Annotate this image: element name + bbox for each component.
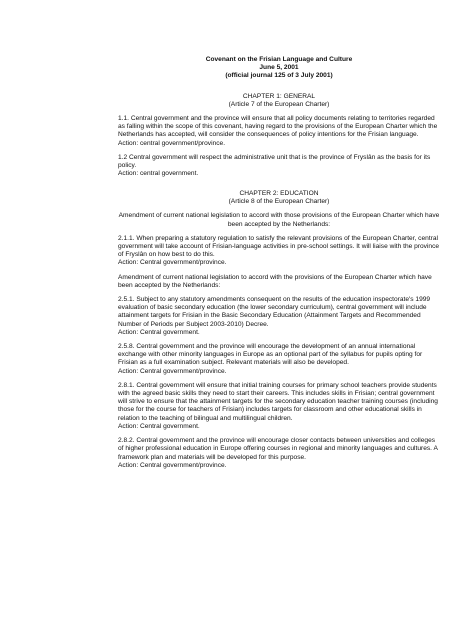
chapter-1-subheading: (Article 7 of the European Charter) xyxy=(228,101,330,108)
document-date: June 5, 2001 xyxy=(259,64,299,71)
chapter-2-heading-block xyxy=(118,190,440,206)
paragraph-1-2-action: Action: central government. xyxy=(118,170,199,178)
amendment-note-1: Amendment of current national legislation to accord with those provisions of the European Charter which have been accepted by the Netherlands: xyxy=(118,212,440,228)
paragraph-1-1 xyxy=(118,115,440,148)
chapter-1-heading-block xyxy=(118,93,440,109)
document-title-block xyxy=(118,56,440,80)
document-title: Covenant on the Frisian Language and Culture xyxy=(205,56,353,63)
paragraph-2-8-2-text: 2.8.2. Central government and the province will encourage closer contacts between universities and colleges of higher professional education in Europe offering courses in regional and minority languages and cultures. A framework plan and materials will be developed for this purpose. xyxy=(118,437,438,461)
paragraph-2-5-8-action: Action: Central government/province. xyxy=(118,367,227,375)
paragraph-2-8-1-action: Action: Central government. xyxy=(118,422,200,430)
chapter-2-heading: CHAPTER 2: EDUCATION xyxy=(239,190,319,198)
amendment-note-2: Amendment of current national legislation to accord with the provisions of the European Charter which have been accepted by the Netherlands: xyxy=(118,273,432,289)
paragraph-2-1-1 xyxy=(118,235,440,268)
paragraph-1-2-text: 1.2 Central government will respect the administrative unit that is the province of Fryslân as the basis for its policy. xyxy=(118,153,431,170)
paragraph-2-1-1-action: Action: Central government/province. xyxy=(118,259,227,267)
chapter-1-heading: CHAPTER 1: GENERAL xyxy=(242,93,316,100)
paragraph-1-1-text: 1.1. Central government and the province will ensure that all policy documents relating to territories regarded as falling within the scope of this covenant, having regard to the provisions of the European Charter which the Netherlands has accepted, will consider the consequences of policy intentions for the Frisian language. xyxy=(118,115,438,139)
document-journal-ref: (official journal 125 of 3 July 2001) xyxy=(225,72,333,79)
paragraph-1-2 xyxy=(118,154,440,179)
paragraph-2-8-1 xyxy=(118,382,440,431)
paragraph-2-8-1-text: 2.8.1. Central government will ensure that initial training courses for primary school teachers provide students with the agreed basic skills they need to start their careers. This includes skills in Frisian; central government will strive to ensure that the attainment targets for the secondary education teacher training courses (including those for the course for teachers of Frisian) includes targets for classroom and other educational skills in relation to the teaching of bilingual and multilingual children. xyxy=(118,381,438,422)
chapter-2-subheading: (Article 8 of the European Charter) xyxy=(228,198,330,206)
paragraph-2-5-1 xyxy=(118,296,440,337)
paragraph-2-5-1-action: Action: Central government. xyxy=(118,328,200,336)
document-body xyxy=(118,56,440,476)
paragraph-1-1-action: Action: central government/province. xyxy=(118,139,226,147)
paragraph-2-1-1-text: 2.1.1. When preparing a statutory regulation to satisfy the relevant provisions of the European Charter, central government will take account of Frisian-language activities in pre-school settings. It will liaise with the province of Fryslân on how best to do this. xyxy=(118,234,440,259)
paragraph-2-8-2-action: Action: Central government/province. xyxy=(118,461,227,469)
paragraph-2-5-8-text: 2.5.8. Central government and the province will encourage the development of an annual international exchange with other minority languages in Europe as an optional part of the syllabus for pupils opting for Frisian as a full examination subject. Relevant materials will also be developed. xyxy=(118,343,423,367)
paragraph-2-8-2 xyxy=(118,437,440,470)
paragraph-2-5-1-text: 2.5.1. Subject to any statutory amendments consequent on the results of the education inspectorate's 1999 evaluation of basic secondary education (the lower secondary curriculum), central government will include attainment targets for Frisian in the Basic Secondary Education (Attainment Targets and Recommended Number of Periods per Subject 2003-2010) Decree. xyxy=(118,296,431,328)
paragraph-2-5-8 xyxy=(118,343,440,376)
